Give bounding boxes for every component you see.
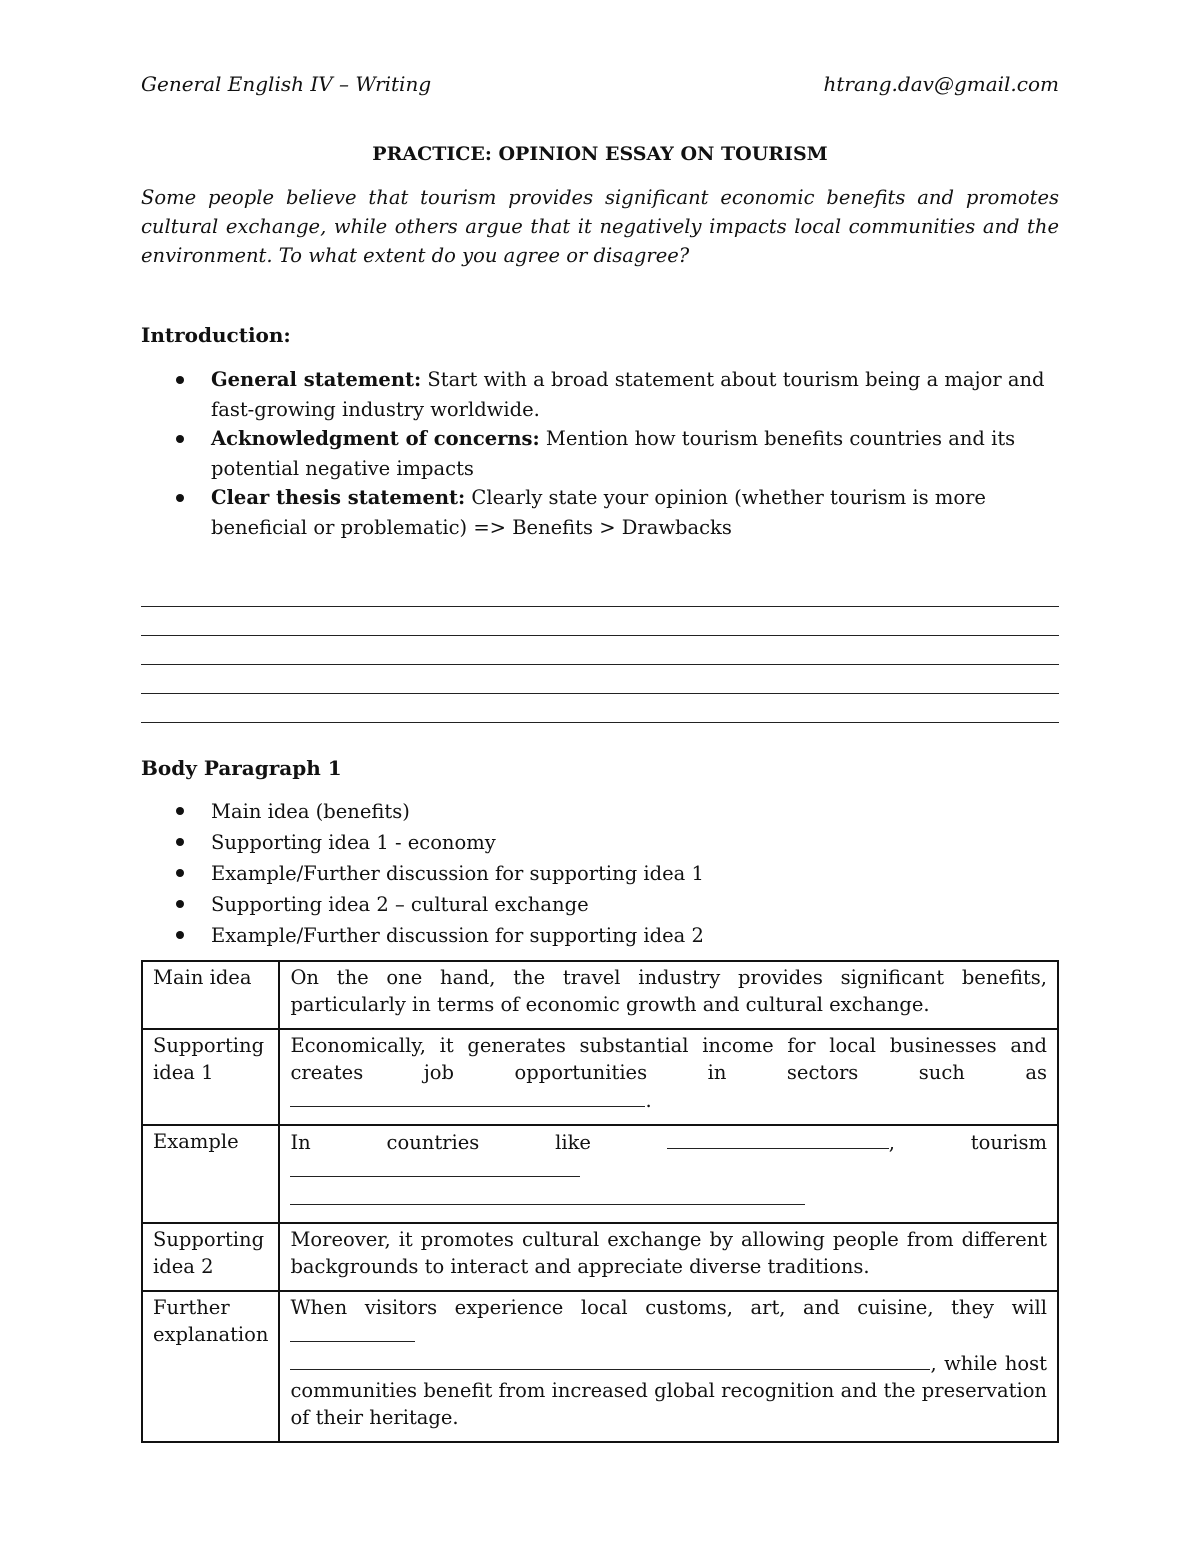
bullet-icon	[176, 931, 184, 939]
row-content	[279, 1029, 1058, 1125]
list-item	[141, 858, 1059, 889]
list-item	[141, 827, 1059, 858]
bullet-icon	[176, 807, 184, 815]
sentence-text: , while host communities benefit from increased global recognition and the preservation of their heritage.	[290, 1352, 1047, 1429]
row-content	[279, 1291, 1058, 1442]
table-row	[142, 1029, 1058, 1125]
list-item	[141, 483, 1059, 542]
writing-line[interactable]	[141, 636, 1059, 665]
item-text: Clearly state your opinion (whether tourism is more beneficial or problematic) => Benefits > Drawbacks	[211, 486, 986, 539]
writing-lines	[141, 578, 1059, 723]
body-paragraph-1-list	[141, 796, 1059, 951]
table-row	[142, 1125, 1058, 1223]
fill-in-blank[interactable]	[290, 1086, 645, 1107]
document-title: PRACTICE: OPINION ESSAY ON TOURISM	[372, 143, 828, 165]
row-content: Moreover, it promotes cultural exchange by allowing people from different backgrounds to interact and appreciate diverse traditions.	[279, 1223, 1058, 1291]
list-item	[141, 424, 1059, 483]
row-label: Supporting idea 2	[142, 1223, 279, 1291]
introduction-heading: Introduction:	[141, 323, 291, 347]
item-term: Clear thesis statement:	[211, 486, 466, 509]
item-text: Main idea (benefits)	[211, 800, 410, 823]
row-content	[279, 1125, 1058, 1223]
fill-in-blank[interactable]	[290, 1321, 415, 1342]
item-text: Supporting idea 2 – cultural exchange	[211, 893, 589, 916]
sentence-text: In countries like	[290, 1131, 591, 1154]
item-text: Example/Further discussion for supporting idea 1	[211, 862, 704, 885]
writing-line[interactable]	[141, 607, 1059, 636]
list-item	[141, 796, 1059, 827]
sentence-text: , tourism	[888, 1131, 1047, 1154]
item-text: Mention how tourism benefits countries and its potential negative impacts	[211, 427, 1016, 480]
writing-line[interactable]	[141, 665, 1059, 694]
bullet-icon	[176, 900, 184, 908]
row-label: Further explanation	[142, 1291, 279, 1442]
row-label: Example	[142, 1125, 279, 1223]
fill-in-blank[interactable]	[290, 1349, 930, 1370]
sentence-end: .	[645, 1089, 652, 1112]
row-content: On the one hand, the travel industry provides significant benefits, particularly in terms of economic growth and cultural exchange.	[279, 961, 1058, 1029]
bullet-icon	[176, 376, 184, 384]
fill-in-blank[interactable]	[290, 1184, 805, 1205]
essay-prompt: Some people believe that tourism provides significant economic benefits and promotes cultural exchange, while others argue that it negatively impacts local communities and the environment. To what extent do you agree or disagree?	[141, 186, 1059, 267]
course-title: General English IV – Writing	[141, 72, 432, 96]
sentence-text: When visitors experience local customs, art, and cuisine, they will	[290, 1296, 1047, 1319]
row-label: Main idea	[142, 961, 279, 1029]
list-item	[141, 889, 1059, 920]
item-text: Start with a broad statement about tourism being a major and fast-growing industry worldwide.	[211, 368, 1045, 421]
table-row	[142, 961, 1058, 1029]
bullet-icon	[176, 435, 184, 443]
table-row	[142, 1291, 1058, 1442]
writing-line[interactable]	[141, 578, 1059, 607]
fill-in-blank[interactable]	[290, 1156, 580, 1177]
bullet-icon	[176, 838, 184, 846]
introduction-list	[141, 365, 1059, 542]
paragraph-outline-table	[141, 960, 1059, 1443]
fill-in-blank[interactable]	[667, 1128, 889, 1149]
author-email: htrang.dav@gmail.com	[823, 72, 1059, 96]
sentence-text: Economically, it generates substantial income for local businesses and creates job opportunities in sectors such as	[290, 1034, 1047, 1084]
table-row	[142, 1223, 1058, 1291]
item-term: Acknowledgment of concerns:	[211, 427, 540, 450]
list-item	[141, 365, 1059, 424]
writing-line[interactable]	[141, 694, 1059, 723]
item-text: Supporting idea 1 - economy	[211, 831, 496, 854]
list-item	[141, 920, 1059, 951]
bullet-icon	[176, 869, 184, 877]
item-text: Example/Further discussion for supporting idea 2	[211, 924, 704, 947]
bullet-icon	[176, 494, 184, 502]
row-label: Supporting idea 1	[142, 1029, 279, 1125]
body-paragraph-1-heading: Body Paragraph 1	[141, 756, 342, 780]
item-term: General statement:	[211, 368, 422, 391]
